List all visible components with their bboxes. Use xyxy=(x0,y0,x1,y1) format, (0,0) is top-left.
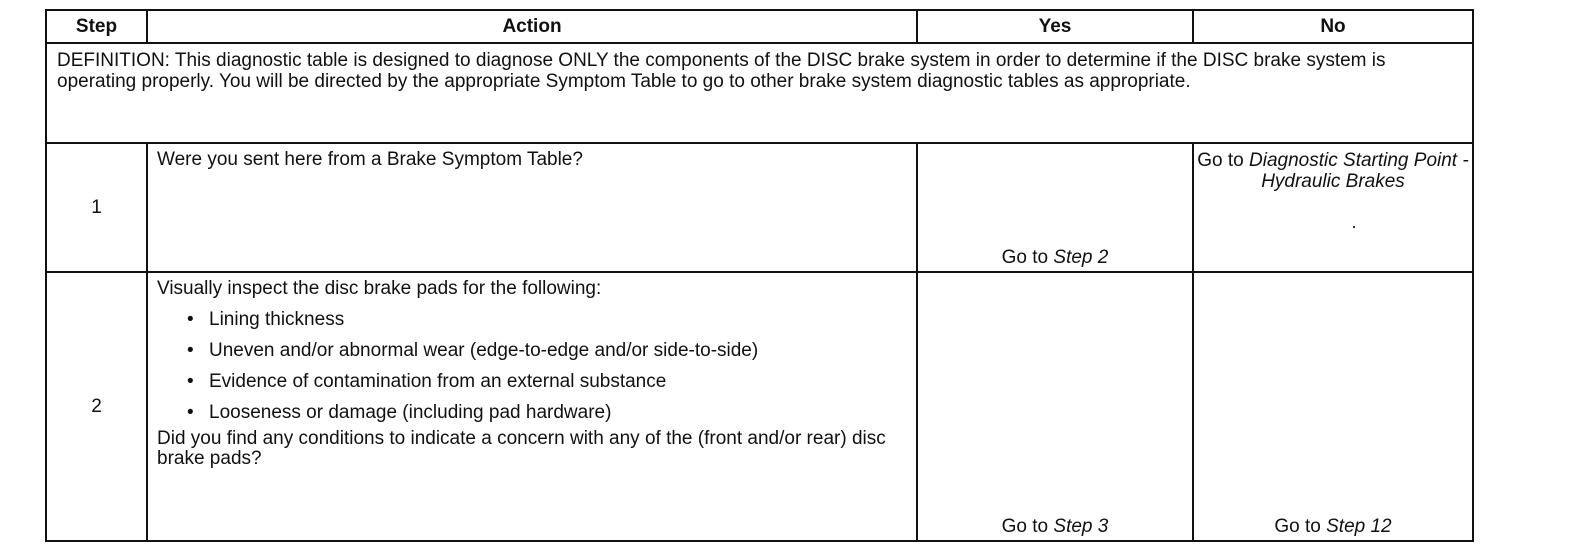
no-reference: Step 12 xyxy=(1326,516,1392,537)
no-cell xyxy=(1193,143,1473,272)
table-row-step-2 xyxy=(46,272,1473,541)
header-yes: Yes xyxy=(917,10,1193,43)
table-row-step-1 xyxy=(46,143,1473,272)
scan-speck xyxy=(1353,226,1355,228)
list-item: • Looseness or damage (including pad hardware) xyxy=(187,402,612,423)
header-row xyxy=(46,10,1473,43)
list-item: • Evidence of contamination from an external substance xyxy=(187,371,667,392)
no-instruction xyxy=(1194,144,1472,192)
action-text: Were you sent here from a Brake Symptom Table? xyxy=(147,143,917,272)
yes-instruction xyxy=(918,516,1192,537)
yes-reference: Step 3 xyxy=(1053,516,1109,537)
no-instruction xyxy=(1194,516,1472,537)
bullet-icon: • xyxy=(187,340,194,361)
no-cell xyxy=(1193,272,1473,541)
bullet-icon: • xyxy=(187,309,194,330)
action-question: Did you find any conditions to indicate a concern with any of the (front and/or rear) disc brake pads? xyxy=(157,428,886,469)
step-number: 1 xyxy=(46,143,147,272)
diagnostic-table xyxy=(45,9,1474,542)
list-item: • Lining thickness xyxy=(187,309,345,330)
yes-prefix: Go to xyxy=(1001,247,1054,268)
yes-cell xyxy=(917,272,1193,541)
list-item: • Uneven and/or abnormal wear (edge-to-edge and/or side-to-side) xyxy=(187,340,759,361)
header-action: Action xyxy=(147,10,917,43)
header-step: Step xyxy=(46,10,147,43)
yes-instruction xyxy=(918,247,1192,268)
yes-cell xyxy=(917,143,1193,272)
action-cell xyxy=(147,272,917,541)
yes-reference: Step 2 xyxy=(1053,247,1109,268)
no-prefix: Go to xyxy=(1274,516,1327,537)
definition-text: DEFINITION: This diagnostic table is designed to diagnose ONLY the components of the DISC brake system in order to determine if the DISC brake system is operating properly. You will be directed by the appropriate Symptom Table to go to other brake system diagnostic tables as appropriate. xyxy=(46,43,1473,143)
inspection-list xyxy=(157,309,907,423)
yes-prefix: Go to xyxy=(1001,516,1054,537)
action-intro: Visually inspect the disc brake pads for the following: xyxy=(157,278,602,299)
no-prefix: Go to xyxy=(1197,150,1250,171)
step-number: 2 xyxy=(46,272,147,541)
bullet-icon: • xyxy=(187,402,194,423)
no-reference: Diagnostic Starting Point - Hydraulic Brakes xyxy=(1249,150,1469,192)
bullet-icon: • xyxy=(187,371,194,392)
header-no: No xyxy=(1193,10,1473,43)
definition-row xyxy=(46,43,1473,143)
